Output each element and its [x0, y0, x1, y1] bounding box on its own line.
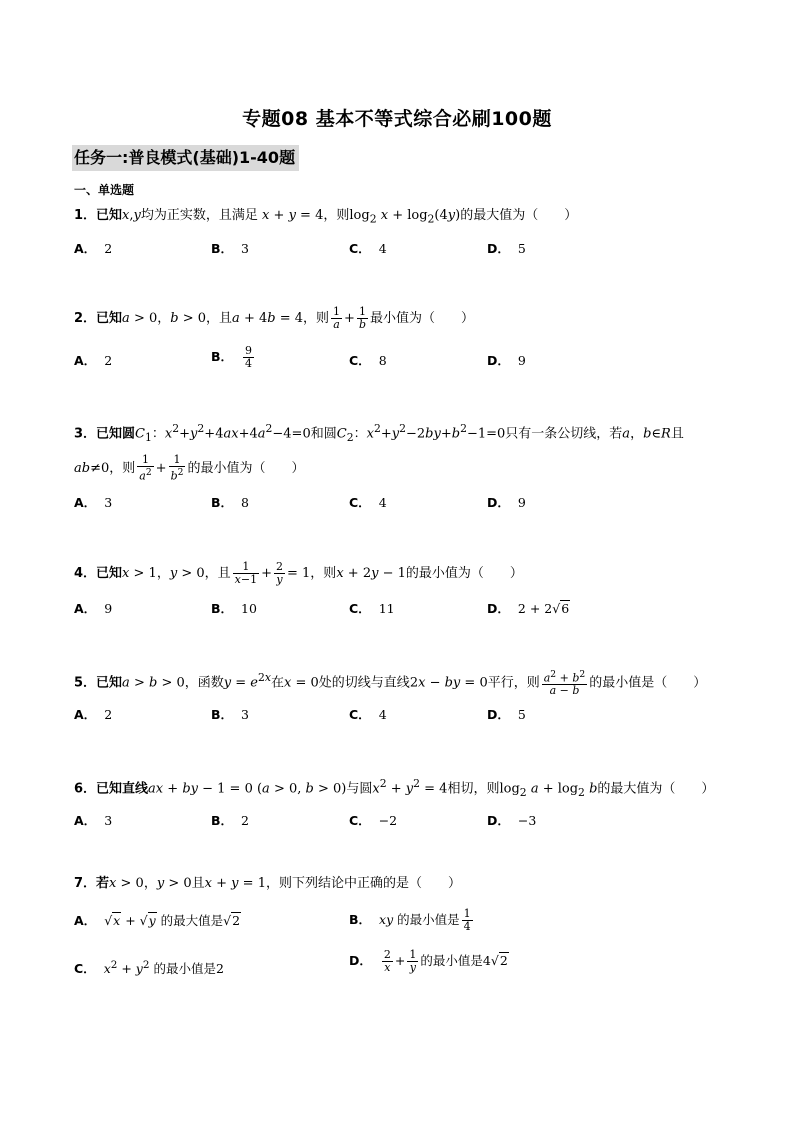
- q3-option-c: C． 4: [349, 495, 387, 510]
- q4-option-c: C． 11: [349, 601, 395, 616]
- q1-text: 均为正实数，且满足: [140, 208, 258, 223]
- q7-option-a: A． √x + √y 的最大值是√2: [74, 913, 241, 928]
- q1-text: 1．已知: [74, 208, 123, 223]
- q1-text: 的最大值为（ ）: [460, 208, 578, 223]
- q2-option-a: A． 2: [74, 353, 113, 368]
- document-title: 专题08 基本不等式综合必刷100题: [242, 108, 552, 130]
- q2-option-c: C． 8: [349, 353, 387, 368]
- section-heading: 一、单选题: [74, 183, 135, 197]
- q3-option-d: D． 9: [487, 495, 526, 510]
- q2-option-d: D． 9: [487, 353, 526, 368]
- question-1: 1．已知x,y均为正实数，且满足 x + y = 4，则$\log_2 x + \log_2(4y)$的最大值为（ ）: [74, 208, 578, 226]
- q2-option-b: B． $\frac{9}{4}$: [211, 344, 253, 370]
- q6-option-a: A． 3: [74, 813, 113, 828]
- q7-option-c: C． $x^2 + y^2$ 的最小值是2: [74, 959, 224, 977]
- q5-option-c: C． 4: [349, 707, 387, 722]
- q1-option-d: D． 5: [487, 241, 526, 256]
- q4-option-b: B． 10: [211, 601, 257, 616]
- q7-option-b: B． xy 的最小值是 $\frac{1}{4}$: [349, 907, 471, 933]
- q1-text: ，则: [323, 208, 350, 223]
- question-3: 3．已知圆$C_1$：$x^2+y^2+4ax+4a^2-4=0$和圆$C_2$：$x^2+y^2-2by+b^2-1=0$只有一条公切线，若a，b∈R且: [74, 422, 684, 444]
- q3-option-b: B． 8: [211, 495, 249, 510]
- q1-option-c: C． 4: [349, 241, 387, 256]
- q1-option-b: B． 3: [211, 241, 249, 256]
- q4-option-d: D． 2 + 2√6: [487, 601, 570, 616]
- q6-option-b: B． 2: [211, 813, 249, 828]
- question-7: 7．若x > 0，y > 0且x + y = 1，则下列结论中正确的是（ ）: [74, 876, 461, 891]
- task-heading: 任务一:普良模式(基础)1-40题: [72, 145, 299, 171]
- q5-option-d: D． 5: [487, 707, 526, 722]
- question-5: 5．已知a > b > 0，函数$y = e^{2x}$在x = 0处的切线与直线2x − by = 0平行，则 $\frac{a^2 + b^2}{a - b}$ 的最小值是（ ）: [74, 668, 707, 698]
- q5-option-b: B． 3: [211, 707, 249, 722]
- question-2: 2．已知a > 0，b > 0，且a + 4b = 4，则 $\frac{1}{a}$ + $\frac{1}{b}$ 最小值为（ ）: [74, 305, 474, 331]
- question-6: 6．已知直线ax + by − 1 = 0 (a > 0, b > 0)与圆$x^2 + y^2 = 4$相切，则$\log_2 a + \log_2 b$的最大值为（ ）: [74, 777, 715, 799]
- q1-option-a: A． 2: [74, 241, 113, 256]
- question-4: 4．已知x > 1，y > 0，且 $\frac{1}{x-1}$ + $\frac{2}{y}$ = 1，则x + 2y − 1的最小值为（ ）: [74, 560, 523, 586]
- question-3-line-2: ab≠0，则 $\frac{1}{a^2}$ + $\frac{1}{b^2}$ 的最小值为（ ）: [74, 453, 305, 483]
- q3-option-a: A． 3: [74, 495, 113, 510]
- q6-option-c: C． −2: [349, 813, 398, 828]
- q4-option-a: A． 9: [74, 601, 113, 616]
- q5-option-a: A． 2: [74, 707, 113, 722]
- q7-option-d: D． $\frac{2}{x}$ + $\frac{1}{y}$ 的最小值是4√2: [349, 948, 508, 974]
- q6-option-d: D． −3: [487, 813, 537, 828]
